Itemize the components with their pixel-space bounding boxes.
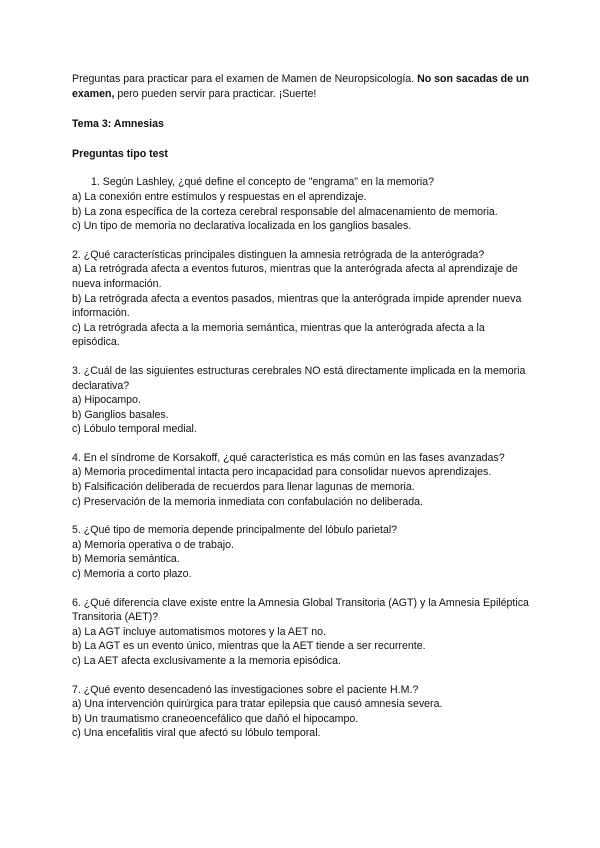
question-text: 5. ¿Qué tipo de memoria depende principalmente del lóbulo parietal? xyxy=(72,524,398,537)
answer-option: c) Memoria a corto plazo. xyxy=(72,568,192,581)
question-item xyxy=(72,175,534,233)
intro-closing-text: pero pueden servir para practicar. ¡Suerte! xyxy=(114,87,317,100)
topic-title: Tema 3: Amnesias xyxy=(72,118,164,131)
question-item xyxy=(72,596,534,669)
question-item xyxy=(72,523,534,581)
answer-option: a) La AGT incluye automatismos motores y la AET no. xyxy=(72,625,326,638)
answer-option: c) Lóbulo temporal medial. xyxy=(72,423,197,436)
answer-option: c) La retrógrada afecta a la memoria semántica, mientras que la anterógrada afecta a la episódica. xyxy=(72,321,485,349)
document-content xyxy=(72,72,534,755)
question-text: 7. ¿Qué evento desencadenó las investigaciones sobre el paciente H.M.? xyxy=(72,683,419,696)
answer-option: b) Un traumatismo craneoencefálico que dañó el hipocampo. xyxy=(72,712,359,725)
answer-option: a) La conexión entre estímulos y respuestas en el aprendizaje. xyxy=(72,190,367,203)
question-item xyxy=(72,248,534,350)
answer-option: a) Hipocampo. xyxy=(72,394,141,407)
answer-option: a) La retrógrada afecta a eventos futuros, mientras que la anterógrada afecta al aprendizaje de nueva información. xyxy=(72,263,518,290)
question-text: 3. ¿Cuál de las siguientes estructuras cerebrales NO está directamente implicada en la memoria declarativa? xyxy=(72,364,526,392)
section-title: Preguntas tipo test xyxy=(72,147,168,160)
answer-option: b) La retrógrada afecta a eventos pasados, mientras que la anterógrada impide aprender nueva información. xyxy=(72,292,522,320)
answer-option: a) Una intervención quirúrgica para tratar epilepsia que causó amnesia severa. xyxy=(72,698,443,711)
answer-option: b) Memoria semántica. xyxy=(72,553,180,566)
question-text: 2. ¿Qué características principales distinguen la amnesia retrógrada de la anterógrada? xyxy=(72,248,485,261)
answer-option: b) Ganglios basales. xyxy=(72,408,169,421)
answer-option: b) Falsificación deliberada de recuerdos para llenar lagunas de memoria. xyxy=(72,481,415,494)
question-item xyxy=(72,451,534,509)
intro-text: Preguntas para practicar para el examen de Mamen de Neuropsicología. xyxy=(72,73,418,85)
intro-bold-text: No son sacadas de un examen, xyxy=(72,73,529,100)
answer-option: c) Preservación de la memoria inmediata con confabulación no deliberada. xyxy=(72,495,423,508)
answer-option: b) La zona específica de la corteza cerebral responsable del almacenamiento de memoria. xyxy=(72,205,498,218)
answer-option: b) La AGT es un evento único, mientras que la AET tiende a ser recurrente. xyxy=(72,640,426,653)
question-text: 1. Según Lashley, ¿qué define el concepto de "engrama" en la memoria? xyxy=(91,176,435,189)
question-text: 6. ¿Qué diferencia clave existe entre la Amnesia Global Transitoria (AGT) y la Amnesia Epiléptica Transitoria (AET)? xyxy=(72,596,529,624)
answer-option: a) Memoria operativa o de trabajo. xyxy=(72,538,234,551)
intro-paragraph xyxy=(72,72,534,101)
answer-option: c) Un tipo de memoria no declarativa localizada en los ganglios basales. xyxy=(72,220,412,233)
answer-option: a) Memoria procedimental intacta pero incapacidad para consolidar nuevos aprendizajes. xyxy=(72,466,492,479)
answer-option: c) La AET afecta exclusivamente a la memoria episódica. xyxy=(72,655,341,667)
question-list xyxy=(72,175,534,741)
question-text: 4. En el síndrome de Korsakoff, ¿qué característica es más común en las fases avanzadas? xyxy=(72,451,505,464)
answer-option: c) Una encefalitis viral que afectó su lóbulo temporal. xyxy=(72,727,321,740)
question-item xyxy=(72,683,534,741)
question-item xyxy=(72,364,534,437)
